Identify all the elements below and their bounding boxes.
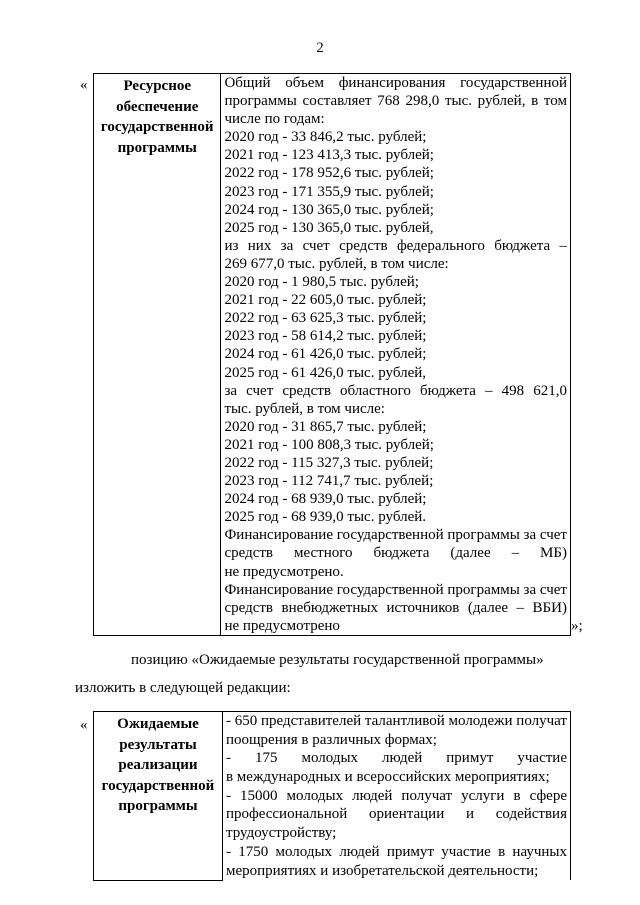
content-line: программы составляет 768 298,0 тыс. рублей, в том	[224, 93, 567, 110]
content-line: 2024 год - 68 939,0 тыс. рублей;	[224, 491, 427, 508]
heading-line: государственной	[100, 119, 214, 135]
content-line: Финансирование государственной программы за счет	[224, 581, 567, 598]
content-line: мероприятиях и изобретательской деятельности;	[225, 862, 539, 879]
content-line: 2020 год - 1 980,5 тыс. рублей;	[224, 274, 419, 291]
content-line: 2024 год - 61 426,0 тыс. рублей;	[224, 346, 427, 363]
heading-line: результаты	[119, 736, 197, 753]
content-line: 2020 год - 33 846,2 тыс. рублей;	[224, 129, 427, 146]
content-line: 2025 год - 61 426,0 тыс. рублей,	[224, 364, 427, 381]
closing-quote: »;	[571, 618, 583, 634]
content-line: - 15000 молодых людей получат услуги в сфере	[225, 787, 567, 804]
content-line: 2021 год - 123 413,3 тыс. рублей;	[224, 147, 434, 164]
content-line: числе по годам:	[224, 111, 325, 128]
content-line: 2022 год - 115 327,3 тыс. рублей;	[224, 454, 434, 471]
results-heading-cell	[94, 712, 223, 881]
content-line: Финансирование государственной программы за счет	[224, 527, 567, 544]
heading-line: реализации	[118, 757, 198, 773]
content-line: 2023 год - 58 614,2 тыс. рублей;	[224, 328, 427, 345]
heading-line: программы	[118, 798, 198, 814]
paragraph-line: позицию «Ожидаемые результаты государственной программы»	[131, 652, 544, 668]
content-line: 2025 год - 68 939,0 тыс. рублей.	[224, 509, 427, 526]
expected-results-table	[93, 711, 571, 881]
resource-table	[93, 73, 571, 636]
content-line: 269 677,0 тыс. рублей, в том числе:	[224, 255, 449, 272]
content-line: 2021 год - 100 808,3 тыс. рублей;	[224, 436, 434, 453]
table-row	[94, 74, 571, 636]
heading-line: обеспечение	[116, 98, 199, 115]
content-line: за счет средств областного бюджета – 498 621,0	[224, 382, 567, 399]
content-line: тыс. рублей, в том числе:	[224, 400, 385, 417]
content-line: 2022 год - 178 952,6 тыс. рублей;	[224, 165, 434, 182]
results-content-cell	[222, 712, 570, 881]
resource-content-cell	[221, 74, 571, 636]
content-line: средств внебюджетных источников (далее – ВБИ)	[224, 599, 567, 616]
content-line: 2020 год - 31 865,7 тыс. рублей;	[224, 418, 427, 435]
heading-line: государственной	[101, 777, 215, 794]
resource-heading-cell	[94, 74, 221, 636]
heading-line: программы	[117, 139, 197, 156]
content-line: - 1750 молодых людей примут участие в научных	[225, 843, 567, 860]
content-line: из них за счет средств федерального бюджета –	[224, 237, 567, 254]
content-line: профессиональной ориентации и содействия	[225, 806, 567, 823]
heading-line: Ожидаемые	[117, 716, 199, 732]
content-line: Общий объем финансирования государственной	[224, 75, 567, 91]
content-line: - 175 молодых людей примут участие	[225, 750, 567, 767]
paragraph-line: изложить в следующей редакции:	[75, 680, 291, 696]
content-line: 2025 год - 130 365,0 тыс. рублей,	[224, 219, 434, 236]
heading-line: Ресурсное	[123, 78, 192, 94]
content-line: в международных и всероссийских мероприятиях;	[225, 769, 550, 786]
content-line: трудоустройству;	[225, 825, 337, 842]
opening-quote: «	[80, 77, 88, 93]
content-line: 2021 год - 22 605,0 тыс. рублей;	[224, 292, 427, 309]
page-number: 2	[316, 40, 324, 56]
content-line: 2022 год - 63 625,3 тыс. рублей;	[224, 310, 427, 327]
content-line: средств местного бюджета (далее – МБ)	[224, 545, 567, 562]
content-line: поощрения в различных формах;	[225, 731, 437, 748]
opening-quote: «	[80, 717, 88, 733]
content-line: 2023 год - 112 741,7 тыс. рублей;	[224, 473, 434, 490]
content-line: 2023 год - 171 355,9 тыс. рублей;	[224, 183, 434, 200]
content-line: 2024 год - 130 365,0 тыс. рублей;	[224, 201, 434, 218]
content-line: не предусмотрено	[224, 617, 340, 634]
content-line: - 650 представителей талантливой молодежи получат	[225, 713, 567, 729]
table-row	[94, 712, 571, 881]
content-line: не предусмотрено.	[224, 563, 344, 580]
